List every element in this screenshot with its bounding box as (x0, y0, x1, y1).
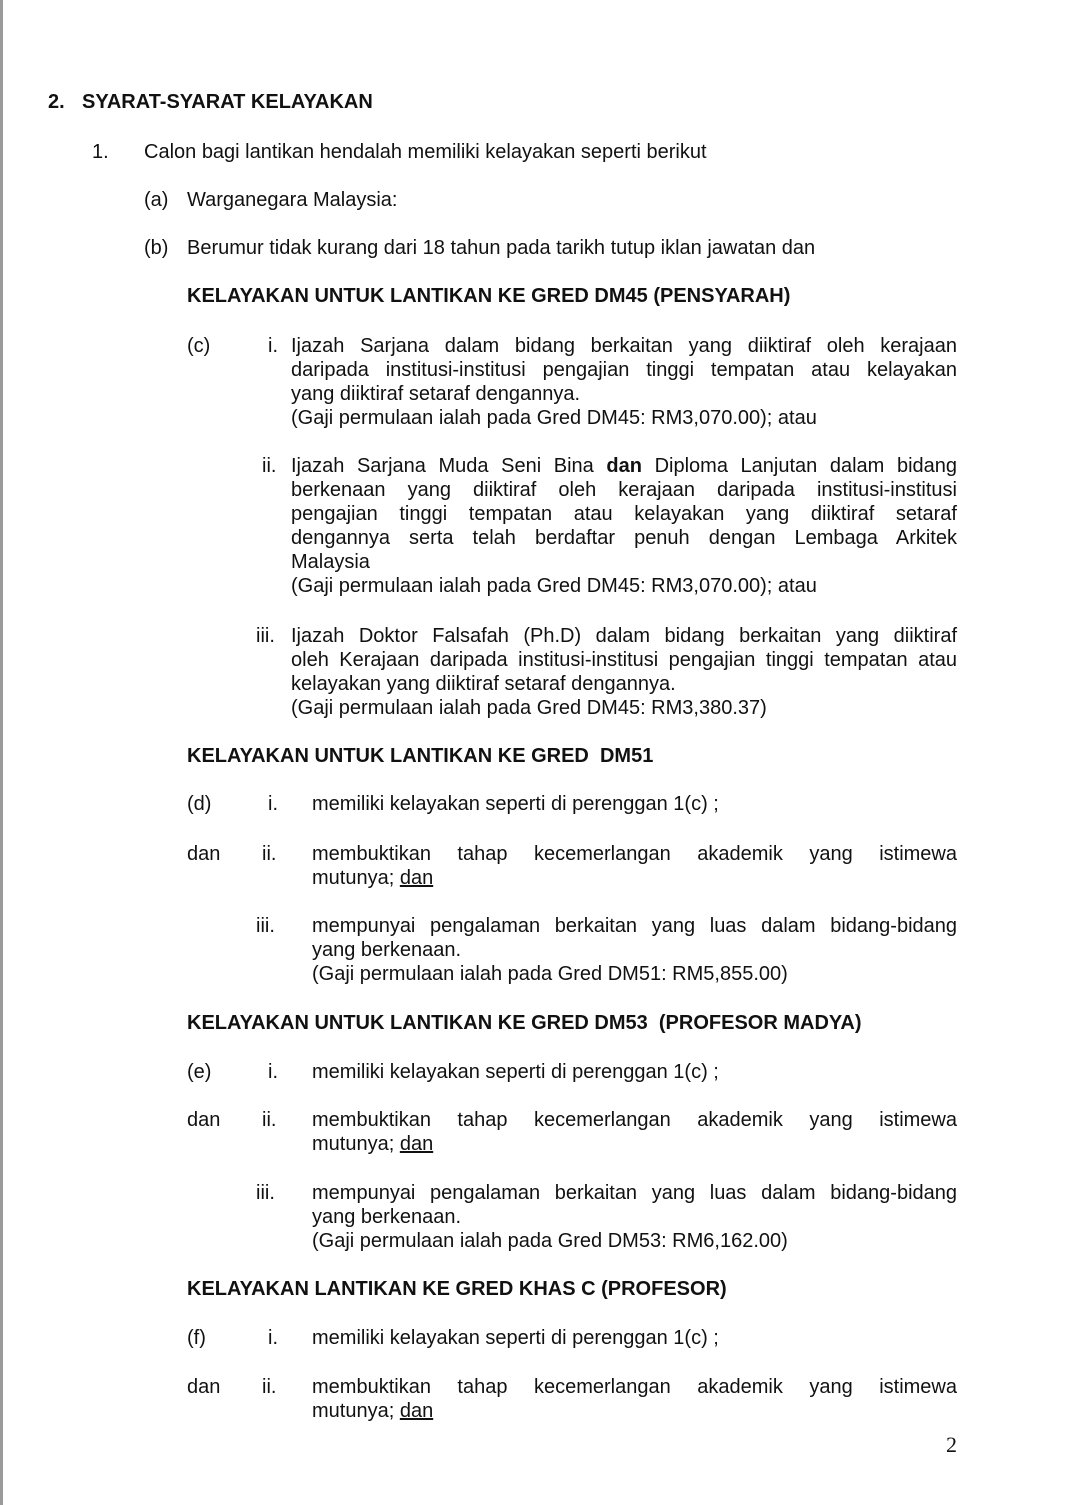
c-ii-line-5: Malaysia (291, 551, 370, 573)
c-iii-salary: (Gaji permulaan ialah pada Gred DM45: RM3,380.37) (291, 697, 767, 719)
e-iii-paragraph (312, 1181, 957, 1253)
c-i-line-2: daripada institusi-institusi pengajian tinggi tempatan atau kelayakan (291, 359, 957, 381)
e-ii-line-2-pre: mutunya; (312, 1133, 400, 1155)
f-ii-line-2-pre: mutunya; (312, 1400, 400, 1422)
c-ii-paragraph (291, 454, 957, 598)
c-i-paragraph (291, 334, 957, 430)
c-iii-number: iii. (256, 625, 275, 647)
c-iii-line-3: kelayakan yang diiktiraf setaraf dengannya. (291, 673, 676, 695)
c-ii-line-1-pre: Ijazah Sarjana Muda Seni Bina (291, 455, 594, 477)
c-ii-line-1-bold: dan (606, 455, 642, 477)
d-i-text: memiliki kelayakan seperti di perenggan 1(c) ; (312, 793, 719, 815)
c-i-line-3: yang diiktiraf setaraf dengannya. (291, 383, 581, 405)
f-ii-lead: dan (187, 1376, 221, 1398)
c-ii-line-3: pengajian tinggi tempatan atau kelayakan yang diiktiraf setaraf (291, 503, 957, 525)
d-i-number: i. (268, 793, 278, 815)
c-i-line-1: Ijazah Sarjana dalam bidang berkaitan yang diiktiraf oleh kerajaan (291, 335, 957, 357)
section-number: 2. (48, 91, 65, 113)
item1-text: Calon bagi lantikan hendalah memiliki kelayakan seperti berikut (144, 141, 707, 163)
f-ii-line-1: membuktikan tahap kecemerlangan akademik yang istimewa (312, 1376, 957, 1398)
e-ii-paragraph (312, 1108, 957, 1156)
section-title: SYARAT-SYARAT KELAYAKAN (82, 91, 373, 113)
c-ii-line-1 (291, 454, 957, 478)
d-iii-line-2: yang berkenaan. (312, 939, 462, 961)
e-ii-line-1: membuktikan tahap kecemerlangan akademik yang istimewa (312, 1109, 957, 1131)
c-i-number: i. (268, 335, 278, 357)
d-ii-line-2-pre: mutunya; (312, 867, 400, 889)
f-ii-line-2 (312, 1399, 957, 1423)
heading-dm53: KELAYAKAN UNTUK LANTIKAN KE GRED DM53 (PROFESOR MADYA) (187, 1012, 862, 1034)
e-ii-line-2 (312, 1132, 957, 1156)
d-iii-paragraph (312, 914, 957, 986)
e-ii-line-2-underlined: dan (399, 1133, 434, 1155)
heading-dm51: KELAYAKAN UNTUK LANTIKAN KE GRED DM51 (187, 745, 654, 767)
e-iii-salary: (Gaji permulaan ialah pada Gred DM53: RM6,162.00) (312, 1230, 788, 1252)
c-iii-line-1: Ijazah Doktor Falsafah (Ph.D) dalam bidang berkaitan yang diiktiraf (291, 625, 957, 647)
c-i-salary: (Gaji permulaan ialah pada Gred DM45: RM3,070.00); atau (291, 407, 817, 429)
d-ii-line-1: membuktikan tahap kecemerlangan akademik yang istimewa (312, 843, 957, 865)
e-iii-number: iii. (256, 1182, 275, 1204)
f-ii-paragraph (312, 1375, 957, 1423)
d-ii-line-2 (312, 866, 957, 890)
d-ii-number: ii. (262, 843, 277, 865)
f-i-number: i. (268, 1327, 278, 1349)
d-ii-paragraph (312, 842, 957, 890)
c-ii-line-2: berkenaan yang diiktiraf oleh kerajaan daripada institusi-institusi (291, 479, 957, 501)
e-iii-line-2: yang berkenaan. (312, 1206, 462, 1228)
e-i-text: memiliki kelayakan seperti di perenggan 1(c) ; (312, 1061, 719, 1083)
e-iii-line-1: mempunyai pengalaman berkaitan yang luas dalam bidang-bidang (312, 1182, 957, 1204)
a-text: Warganegara Malaysia: (187, 189, 398, 211)
e-ii-lead: dan (187, 1109, 221, 1131)
f-label: (f) (187, 1327, 206, 1349)
c-ii-line-1-post: Diploma Lanjutan dalam bidang (654, 455, 958, 477)
c-ii-salary: (Gaji permulaan ialah pada Gred DM45: RM3,070.00); atau (291, 575, 817, 597)
heading-dm45: KELAYAKAN UNTUK LANTIKAN KE GRED DM45 (PENSYARAH) (187, 285, 791, 307)
c-ii-number: ii. (262, 455, 277, 477)
e-ii-number: ii. (262, 1109, 277, 1131)
d-iii-salary: (Gaji permulaan ialah pada Gred DM51: RM5,855.00) (312, 963, 788, 985)
item1-number: 1. (92, 141, 109, 163)
d-iii-number: iii. (256, 915, 275, 937)
page-number: 2 (946, 1432, 957, 1457)
a-label: (a) (144, 189, 169, 211)
b-text: Berumur tidak kurang dari 18 tahun pada tarikh tutup iklan jawatan dan (187, 237, 816, 259)
c-ii-line-4: dengannya serta telah berdaftar penuh dengan Lembaga Arkitek (291, 527, 957, 549)
f-ii-number: ii. (262, 1376, 277, 1398)
c-iii-paragraph (291, 624, 957, 720)
page-left-edge (0, 0, 3, 1505)
d-ii-lead: dan (187, 843, 221, 865)
f-i-text: memiliki kelayakan seperti di perenggan 1(c) ; (312, 1327, 719, 1349)
heading-khas-c: KELAYAKAN LANTIKAN KE GRED KHAS C (PROFESOR) (187, 1278, 727, 1300)
b-label: (b) (144, 237, 169, 259)
f-ii-line-2-underlined: dan (399, 1400, 434, 1422)
c-label: (c) (187, 335, 211, 357)
c-iii-line-2: oleh Kerajaan daripada institusi-institusi pengajian tinggi tempatan atau (291, 649, 957, 671)
d-iii-line-1: mempunyai pengalaman berkaitan yang luas dalam bidang-bidang (312, 915, 957, 937)
d-label: (d) (187, 793, 212, 815)
d-ii-line-2-underlined: dan (399, 867, 434, 889)
e-i-number: i. (268, 1061, 278, 1083)
e-label: (e) (187, 1061, 212, 1083)
